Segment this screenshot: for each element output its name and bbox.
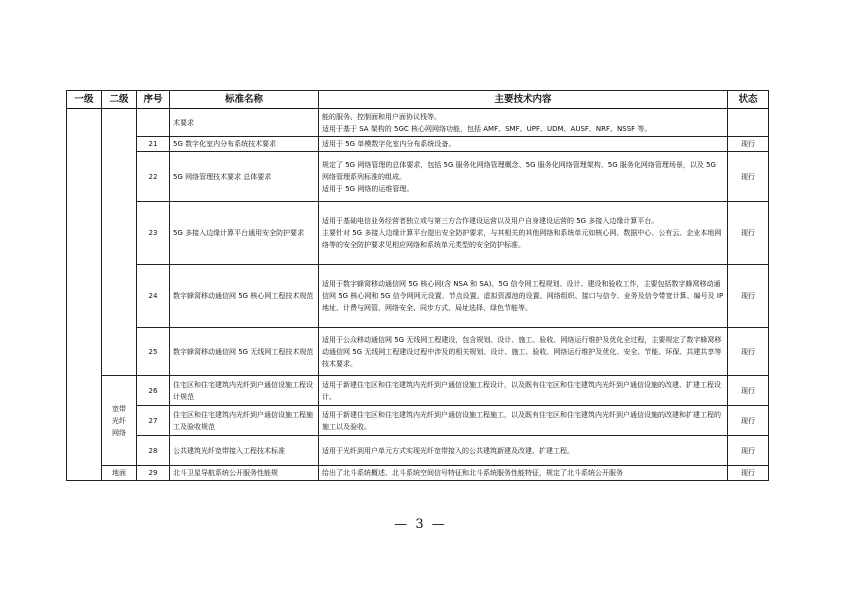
seq-cell: 24 <box>137 265 170 328</box>
table-row <box>67 109 769 137</box>
table-row <box>67 436 769 466</box>
content-line: 适用于基于 SA 架构的 5GC 核心网网络功能，包括 AMF、SMF、UPF、UDM、AUSF、NRF、NSSF 等。 <box>322 124 652 133</box>
table-row <box>67 376 769 406</box>
table-header-row <box>67 91 769 109</box>
status-cell: 现行 <box>728 328 769 376</box>
group-ground: 地面 <box>102 466 137 481</box>
seq-cell: 28 <box>137 436 170 466</box>
group-broadband <box>102 376 137 466</box>
content-line: 适用于基础电信业务经营者独立或与第三方合作建设运营以及用户自身建设运营的 5G 多接入边缘计算平台。 <box>322 217 659 225</box>
group-label: 宽带光纤网络 <box>112 404 126 437</box>
content-line: 适用于光纤到用户单元方式实现光纤宽带接入的公共建筑新建及改建、扩建工程。 <box>322 446 574 455</box>
content-line: 适用于新建住宅区和住宅建筑内光纤到户通信设施工程施工，以及既有住宅区和住宅建筑内光纤到户通信设施的改建和扩建工程的施工以及验收。 <box>322 410 721 431</box>
name-cell: 住宅区和住宅建筑内光纤到户通信设施工程施工及验收规范 <box>170 406 319 436</box>
table-row <box>67 152 769 202</box>
content-line: 能的服务、控制面和用户面协议栈等。 <box>322 112 441 121</box>
table-row <box>67 137 769 152</box>
level1-cell <box>67 109 102 481</box>
status-cell: 现行 <box>728 137 769 152</box>
content-line: 适用于公众移动通信网 5G 无线网工程建设，包含规划、设计、施工、验收、网络运行维护及优化全过程，主要规定了数字蜂窝移动通信网 5G 无线网工程建设过程中涉及的相关规划、设计、施工、验收、网络运行维护及优化、安全、节能、环保、共建共享等技术要求。 <box>322 335 722 368</box>
name-cell: 公共建筑光纤宽带接入工程技术标准 <box>170 436 319 466</box>
status-cell: 现行 <box>728 265 769 328</box>
content-cell <box>319 436 728 466</box>
content-line: 规定了 5G 网络管理的总体要求，包括 5G 服务化网络管理概念、5G 服务化网络管理架构、5G 服务化网络管理场景，以及 5G 网络管理系列标准的组成。 <box>322 160 716 181</box>
content-cell <box>319 109 728 137</box>
status-cell: 现行 <box>728 202 769 265</box>
name-cell: 5G 网络管理技术要求 总体要求 <box>170 152 319 202</box>
seq-cell: 26 <box>137 376 170 406</box>
table-row <box>67 328 769 376</box>
name-cell: 5G 多接入边缘计算平台通用安全防护要求 <box>170 202 319 265</box>
name-cell: 5G 数字化室内分布系统技术要求 <box>170 137 319 152</box>
header-seq: 序号 <box>137 91 170 109</box>
name-cell: 北斗卫星导航系统公开服务性能规 <box>170 466 319 481</box>
content-line: 适用于 5G 单模数字化室内分布系统设备。 <box>322 140 456 148</box>
content-cell <box>319 202 728 265</box>
table-row <box>67 466 769 481</box>
content-line: 适用于新建住宅区和住宅建筑内光纤到户通信设施工程设计，以及既有住宅区和住宅建筑内光纤到户通信设施的改建、扩建工程设计。 <box>322 380 721 401</box>
seq-cell: 27 <box>137 406 170 436</box>
status-cell: 现行 <box>728 436 769 466</box>
content-cell <box>319 137 728 152</box>
content-line: 适用于 5G 网络的运维管理。 <box>322 184 414 193</box>
table-row <box>67 265 769 328</box>
content-cell <box>319 265 728 328</box>
name-cell: 数字蜂窝移动通信网 5G 核心网工程技术规范 <box>170 265 319 328</box>
status-cell: 现行 <box>728 406 769 436</box>
status-cell: 现行 <box>728 466 769 481</box>
header-content: 主要技术内容 <box>319 91 728 109</box>
seq-cell: 29 <box>137 466 170 481</box>
content-line: 给出了北斗系统概述、北斗系统空间信号特征和北斗系统服务性能特征，规定了北斗系统公开服务 <box>322 469 623 477</box>
name-cell: 术要求 <box>170 109 319 137</box>
seq-cell: 25 <box>137 328 170 376</box>
header-level2: 二级 <box>102 91 137 109</box>
table-row <box>67 202 769 265</box>
seq-cell <box>137 109 170 137</box>
status-cell: 现行 <box>728 152 769 202</box>
standards-table <box>66 90 769 481</box>
content-cell <box>319 466 728 481</box>
table-row <box>67 406 769 436</box>
content-line: 适用于数字蜂窝移动通信网 5G 核心网(含 NSA 和 SA)、5G 信令网工程规划、设计、建设和验收工作，主要包括数字蜂窝移动通信网 5G 核心网和 5G 信令网网元设置、节点设置、虚拟资源池的设置、网络组织、接口与信令、业务及信令带宽计算、编号及 IP 地址、计费与网管、网络安全、同步方式、局址选择、绿色节能等。 <box>322 280 724 312</box>
name-cell: 住宅区和住宅建筑内光纤到户通信设施工程设计规范 <box>170 376 319 406</box>
content-cell <box>319 152 728 202</box>
seq-cell: 22 <box>137 152 170 202</box>
content-cell <box>319 406 728 436</box>
content-cell <box>319 328 728 376</box>
seq-cell: 23 <box>137 202 170 265</box>
content-cell <box>319 376 728 406</box>
header-level1: 一级 <box>67 91 102 109</box>
status-cell <box>728 109 769 137</box>
level2-cell <box>102 109 137 376</box>
seq-cell: 21 <box>137 137 170 152</box>
page-number: — 3 — <box>394 517 447 532</box>
status-cell: 现行 <box>728 376 769 406</box>
content-line: 主要针对 5G 多接入边缘计算平台提出安全防护要求，与其相关的其他网络和系统单元如核心网、数据中心、公有云、企业本地网络等的安全防护要求见相应网络和系统单元类型的安全防护标准。 <box>322 229 722 249</box>
header-status: 状态 <box>728 91 769 109</box>
name-cell: 数字蜂窝移动通信网 5G 无线网工程技术规范 <box>170 328 319 376</box>
header-name: 标准名称 <box>170 91 319 109</box>
